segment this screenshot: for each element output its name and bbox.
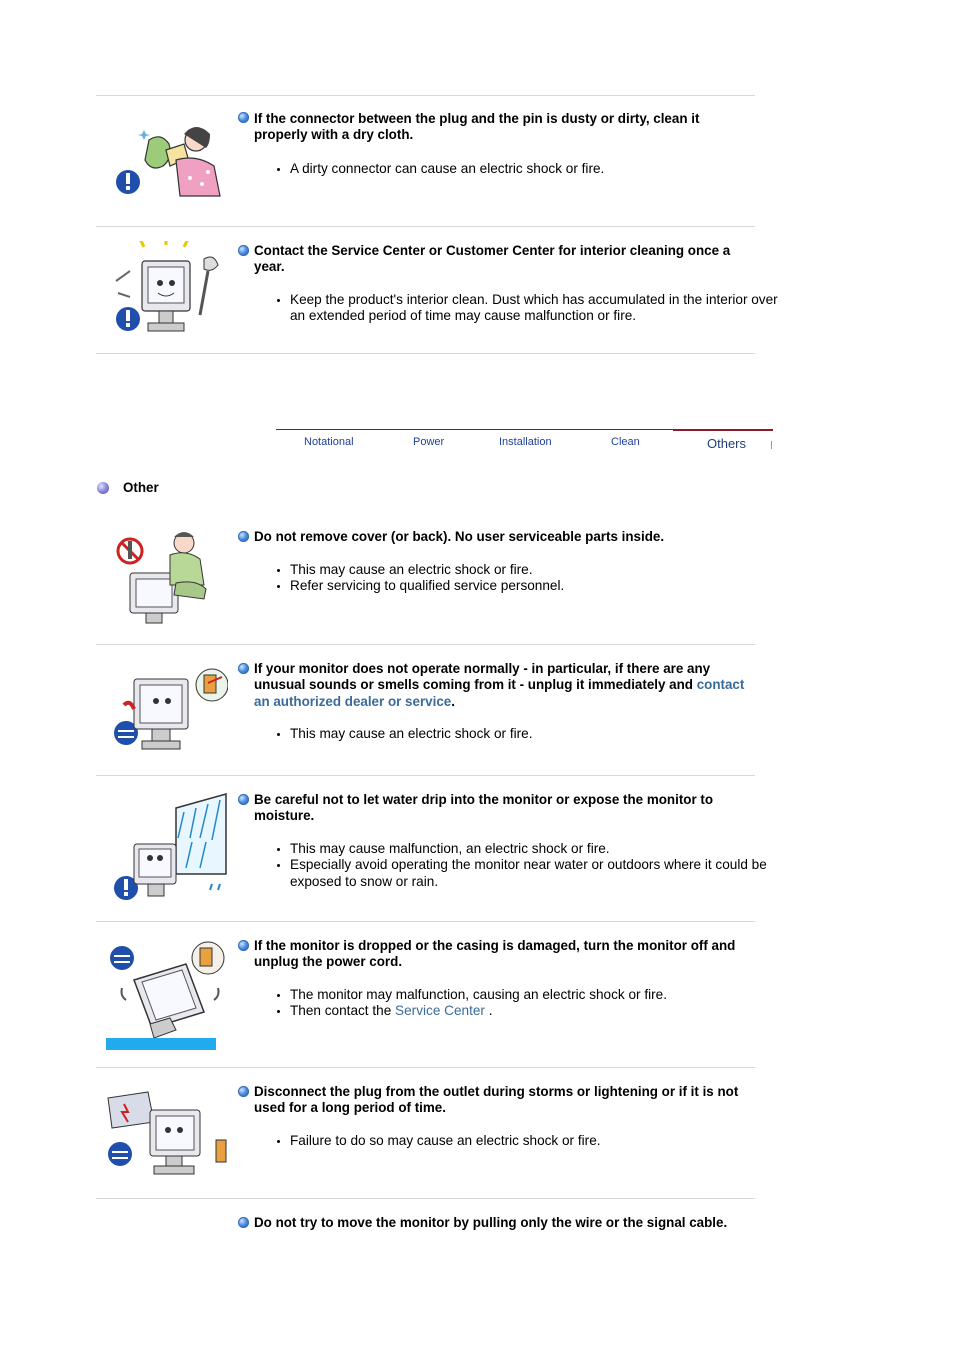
section-heading: If the connector between the plug and the pin is dusty or dirty, clean it properly with a dry cloth. [254,111,700,143]
list-item: • Refer servicing to qualified service personnel. [290,578,780,594]
item-text: . [484,1003,493,1019]
section-heading: Do not remove cover (or back). No user serviceable parts inside. [254,529,665,544]
detail-list [254,841,780,890]
section-bullet-icon [97,482,109,494]
safety-section-cover [96,513,755,644]
tab-power[interactable]: Power [413,436,445,448]
safety-section-abnormal-operation [96,645,755,775]
bullet-icon [238,112,249,123]
safety-section-interior-cleaning [96,227,778,353]
list-item: • A dirty connector can cause an electric shock or fire. [290,161,780,177]
bullet-icon [238,245,249,256]
detail-list [254,726,780,742]
do-not-remove-cover-illustration [104,529,228,629]
bullet-icon [238,1217,249,1228]
service-center-link[interactable]: Service Center [395,1003,485,1019]
clean-connector-illustration [104,120,228,220]
bullet-icon [238,531,249,542]
bullet-icon [238,1086,249,1097]
section-title: Other [123,480,159,495]
tab-notational[interactable]: Notational [304,436,354,448]
detail-list [254,1133,780,1149]
safety-section-moisture [96,776,767,921]
safety-section-storms [96,1068,755,1198]
tab-clean[interactable]: Clean [611,436,640,448]
list-item: • This may cause malfunction, an electric shock or fire. [290,841,780,857]
section-heading: Disconnect the plug from the outlet during storms or lightening or if it is not used for a long period of time. [254,1084,739,1116]
list-item: • This may cause an electric shock or fire. [290,562,780,578]
detail-list [254,292,780,325]
authorized-dealer-link[interactable]: contact an authorized dealer or service [254,677,745,709]
detail-list [254,562,780,595]
detail-list [254,161,780,177]
safety-section-moving-monitor [96,1199,755,1259]
list-item: • The monitor may malfunction, causing an electric shock or fire. [290,987,780,1003]
tab-underline [276,429,673,430]
item-text: Then contact the [290,1003,396,1019]
section-heading [254,661,754,710]
section-heading: If the monitor is dropped or the casing is damaged, turn the monitor off and unplug the power cord. [254,938,736,970]
detail-list [254,987,780,1020]
section-heading: Contact the Service Center or Customer Center for interior cleaning once a year. [254,243,731,275]
list-item [290,1003,780,1019]
bullet-icon [238,940,249,951]
water-moisture-illustration [104,792,228,904]
unplug-monitor-illustration [104,661,228,761]
heading-text: . [451,693,455,709]
dropped-monitor-illustration [106,940,230,1052]
bullet-icon [238,663,249,674]
heading-text: If your monitor does not operate normally - in particular, if there are any unusual sounds or smells coming from it - unplug it immediately and [254,661,711,693]
tab-separator [771,441,772,449]
interior-cleaning-illustration [104,241,228,341]
list-item: • This may cause an electric shock or fire. [290,726,780,742]
storm-unplug-illustration [104,1088,228,1180]
active-tab-indicator [673,429,773,431]
tab-installation[interactable]: Installation [499,436,552,448]
safety-section-dropped-monitor [96,922,755,1067]
safety-section-clean-connector [96,96,755,226]
bullet-icon [238,794,249,805]
tab-others[interactable]: Others [707,436,747,451]
section-heading: Be careful not to let water drip into the monitor or expose the monitor to moisture. [254,792,714,824]
section-heading: Do not try to move the monitor by pulling only the wire or the signal cable. [254,1215,728,1230]
list-item: • Failure to do so may cause an electric shock or fire. [290,1133,780,1149]
list-item: • Especially avoid operating the monitor near water or outdoors where it could be exposed to snow or rain. [290,857,780,890]
category-tabs [276,429,773,453]
list-item: • Keep the product's interior clean. Dust which has accumulated in the interior over an extended period of time may cause malfunction or fire. [290,292,780,325]
divider [96,353,755,354]
